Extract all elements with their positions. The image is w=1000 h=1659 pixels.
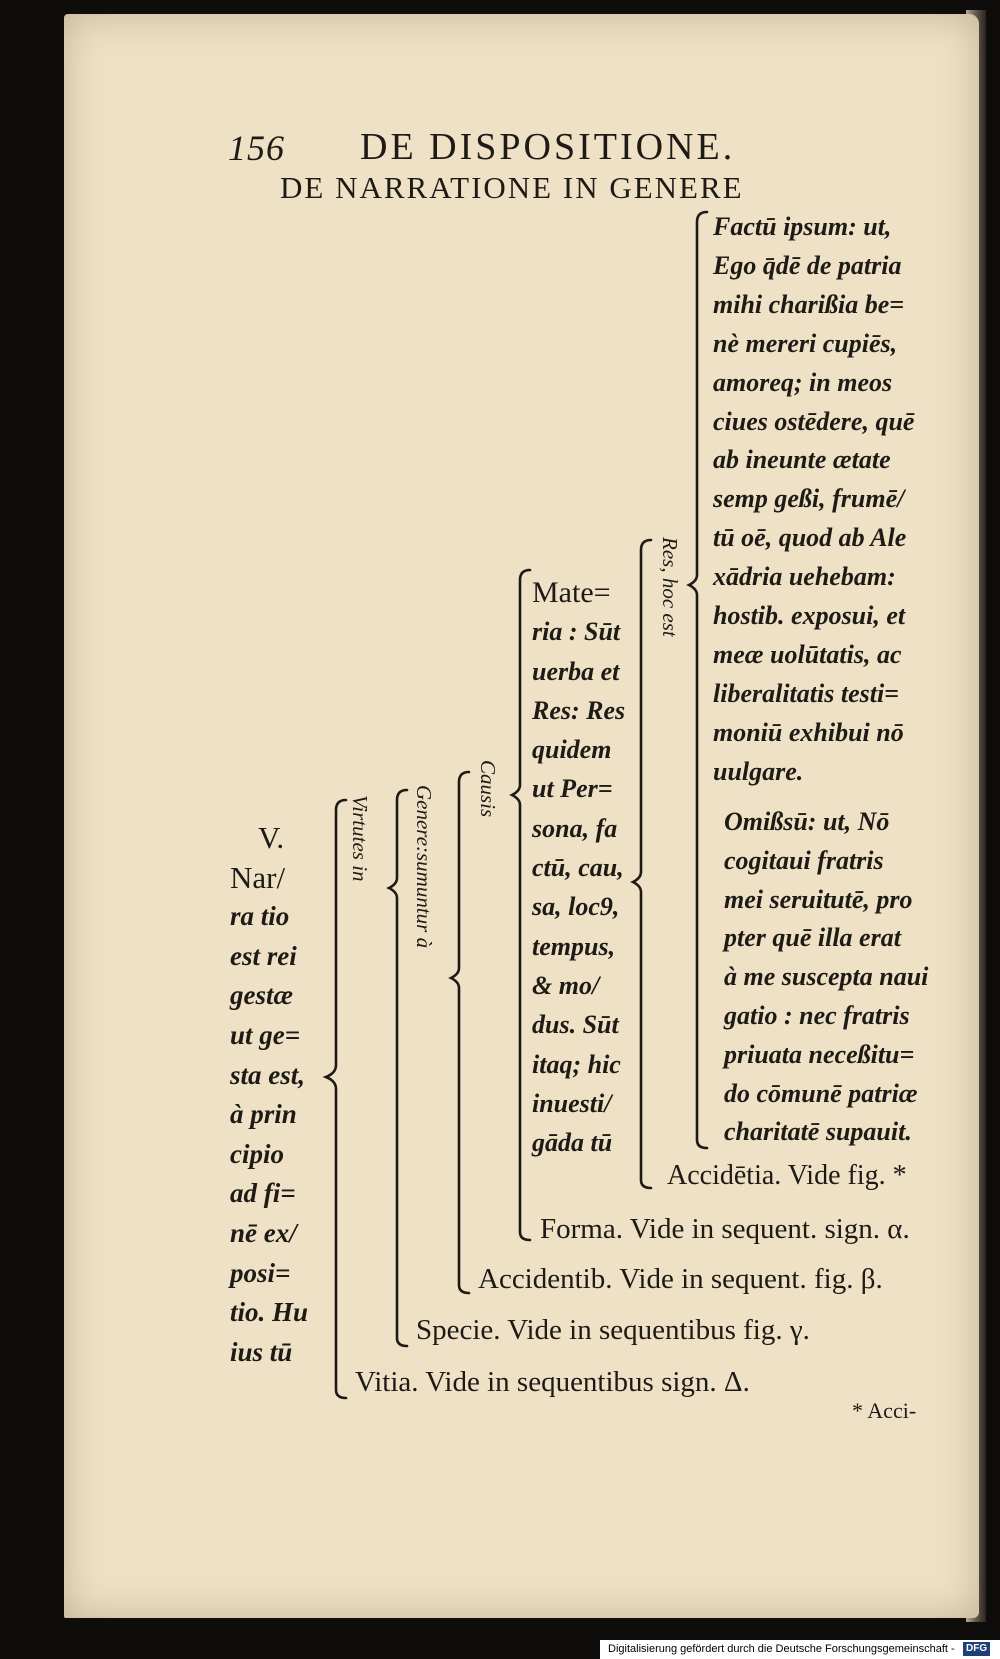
ref-accidentib: Accidentib. Vide in sequent. fig. β. (478, 1263, 883, 1295)
text-line: Nar/ (230, 859, 286, 895)
text-line: amoreq; in meos (713, 367, 893, 397)
text-line: xādria uehebam: (713, 562, 896, 592)
page-number: 156 (228, 128, 285, 168)
ref-vitia: Vitia. Vide in sequentibus sign. Δ. (355, 1366, 750, 1398)
text-line: gestæ (230, 980, 293, 1011)
running-title: DE DISPOSITIONE. (360, 126, 736, 168)
ref-accidentia: Accidētia. Vide fig. * (667, 1160, 907, 1191)
text-line: tio. Hu (230, 1297, 309, 1328)
text-line: Res: Res (532, 695, 626, 725)
text-line: Mate= (532, 576, 611, 609)
text-line: moniū exhibui nō (713, 717, 904, 747)
label-virtutes: Virtutes in (348, 795, 372, 882)
text-line: quidem (532, 735, 612, 765)
text-line: Omißsū: ut, Nō (724, 807, 890, 836)
text-line: priuata neceßitu= (724, 1039, 915, 1069)
label-causis: Causis (476, 760, 500, 818)
text-line: nè mereri cupiēs, (713, 328, 898, 358)
text-line: sa, loc9, (532, 892, 620, 922)
text-line: do cōmunē patriæ (724, 1078, 918, 1108)
text-line: sona, fa (532, 813, 618, 843)
text-line: cogitaui fratris (724, 845, 884, 875)
dfg-logo: DFG (963, 1642, 990, 1656)
text-line: uulgare. (713, 756, 804, 786)
text-line: à prin (230, 1099, 297, 1130)
text-line: posi= (230, 1257, 291, 1288)
text-line: charitatē supauit. (724, 1117, 912, 1147)
section-title: DE NARRATIONE IN GENERE (280, 170, 744, 205)
text-line: cipio (230, 1138, 284, 1169)
text-line: à me suscepta naui (724, 962, 929, 992)
text-line: gatio : nec fratris (724, 1000, 910, 1030)
omissum-block (724, 803, 928, 1152)
text-line: itaq; hic (532, 1049, 621, 1079)
text-line: pter quē illa erat (724, 923, 901, 953)
text-line: ut ge= (230, 1019, 301, 1050)
text-line: ctū, cau, (532, 853, 624, 883)
text-line: ciues ostēdere, quē (713, 406, 915, 436)
text-line: est rei (230, 940, 297, 971)
text-line: nē ex/ (230, 1217, 297, 1248)
narratio-definition (230, 818, 308, 1372)
text-line: ad fi= (230, 1178, 296, 1209)
text-line: & mo/ (532, 970, 600, 1000)
text-line: gāda tū (532, 1128, 613, 1158)
text-line: dus. Sūt (532, 1010, 619, 1040)
text-line: inuesti/ (532, 1088, 612, 1118)
text-line: meæ uolūtatis, ac (713, 639, 902, 669)
text-line: sta est, (230, 1059, 306, 1090)
text-line: ria : Sūt (532, 617, 621, 647)
text-line: ra tio (230, 901, 290, 932)
text-line: ab ineunte ætate (713, 445, 891, 475)
footer-credit: Digitalisierung gefördert durch die Deutsche Forschungsgemeinschaft - (608, 1643, 955, 1655)
text-line: mihi charißia be= (713, 289, 905, 319)
factum-block (713, 208, 914, 792)
catchword: * Acci- (852, 1398, 917, 1423)
materia-block (532, 573, 625, 1162)
text-line: uerba et (532, 656, 620, 686)
text-line: hostib. exposui, et (713, 601, 906, 631)
ref-specie: Specie. Vide in sequentibus fig. γ. (416, 1314, 810, 1346)
text-line: ius tū (230, 1336, 293, 1367)
text-line: liberalitatis testi= (713, 678, 899, 708)
text-line: V. (258, 820, 285, 855)
text-line: Ego q̄dē de patria (713, 250, 902, 280)
label-genere: Genere:sumuntur à (412, 785, 436, 949)
text-line: ut Per= (532, 774, 613, 804)
ref-forma: Forma. Vide in sequent. sign. α. (540, 1213, 910, 1245)
text-line: tempus, (532, 931, 616, 961)
label-res-hoc-est: Res, hoc est (658, 537, 682, 637)
text-line: Factū ipsum: ut, (713, 212, 892, 241)
text-line: tū oē, quod ab Ale (713, 523, 907, 553)
text-line: semp geßi, frumē/ (713, 484, 905, 514)
text-line: mei seruitutē, pro (724, 884, 913, 914)
